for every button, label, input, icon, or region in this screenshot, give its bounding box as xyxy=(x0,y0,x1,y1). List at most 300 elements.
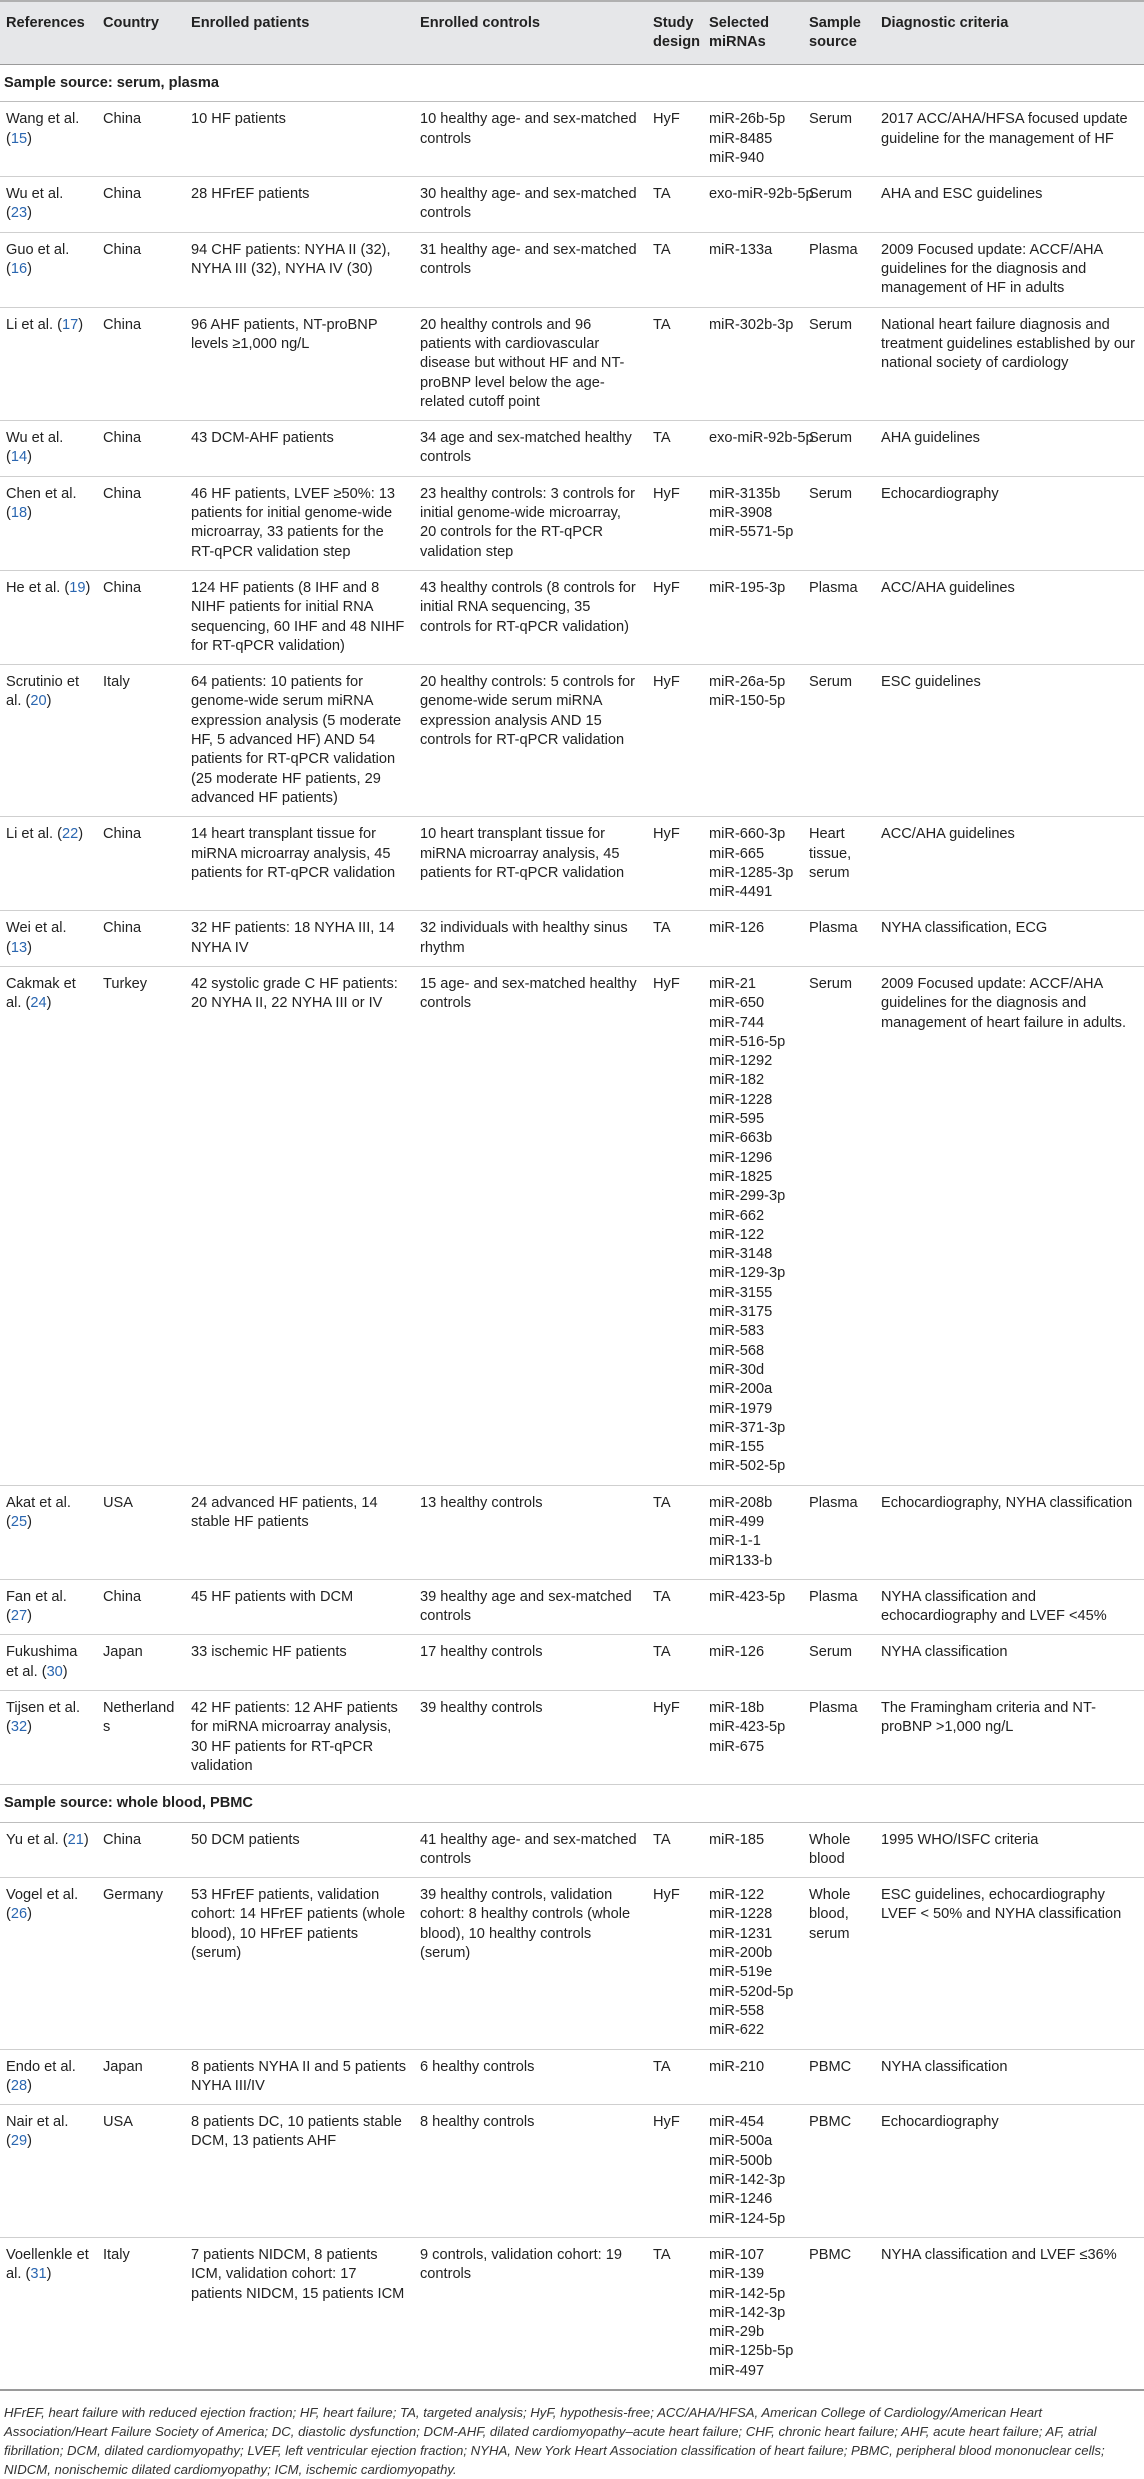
cell-reference: Scrutinio et al. (20) xyxy=(0,665,97,817)
mirna-item: miR-500a xyxy=(709,2133,773,2150)
cell-reference: Tijsen et al. (32) xyxy=(0,1691,97,1785)
cell-enrolled-controls: 17 healthy controls xyxy=(414,1635,647,1691)
cell-reference: Li et al. (17) xyxy=(0,307,97,420)
cell-study-design: TA xyxy=(647,1485,703,1579)
mirna-item: miR133-b xyxy=(709,1552,773,1569)
reference-link[interactable]: 14 xyxy=(10,449,28,466)
cell-enrolled-controls: 39 healthy controls xyxy=(414,1691,647,1785)
mirna-item: miR-125b-5p xyxy=(709,2343,794,2360)
cell-diagnostic-criteria: NYHA classification xyxy=(875,1635,1144,1691)
table-row xyxy=(0,966,1144,1485)
cell-study-design: TA xyxy=(647,2049,703,2105)
section-title: Sample source: whole blood, PBMC xyxy=(0,1785,1144,1822)
mirna-item: miR-595 xyxy=(709,1111,765,1128)
cell-sample-source: PBMC xyxy=(803,2237,875,2390)
reference-name: Wang et al. xyxy=(6,111,80,128)
reference-name: Nair et al. xyxy=(6,2114,69,2131)
table-row xyxy=(0,1579,1144,1635)
mirna-item: miR-26b-5p xyxy=(709,111,786,128)
cell-sample-source: Serum xyxy=(803,102,875,177)
cell-country: China xyxy=(97,476,185,570)
cell-enrolled-controls: 8 healthy controls xyxy=(414,2105,647,2238)
cell-reference: He et al. (19) xyxy=(0,570,97,664)
cell-diagnostic-criteria: ESC guidelines, echocardiography LVEF < 50% and NYHA classification xyxy=(875,1878,1144,2049)
table-row xyxy=(0,1635,1144,1691)
table-row xyxy=(0,570,1144,664)
table-row xyxy=(0,307,1144,420)
table-row xyxy=(0,1485,1144,1579)
cell-enrolled-controls: 20 healthy controls and 96 patients with cardiovascular disease but without HF and NT-proBNP level below the age-related cutoff point xyxy=(414,307,647,420)
mirna-item: miR-423-5p xyxy=(709,1588,786,1605)
cell-reference: Wang et al. (15) xyxy=(0,102,97,177)
cell-sample-source: PBMC xyxy=(803,2049,875,2105)
table-row xyxy=(0,476,1144,570)
cell-sample-source: Plasma xyxy=(803,232,875,307)
cell-diagnostic-criteria: NYHA classification and LVEF ≤36% xyxy=(875,2237,1144,2390)
cell-study-design: TA xyxy=(647,1579,703,1635)
reference-link[interactable]: 32 xyxy=(10,1719,28,1736)
reference-name: Cakmak et al. xyxy=(6,975,76,1012)
cell-diagnostic-criteria: NYHA classification xyxy=(875,2049,1144,2105)
cell-enrolled-patients: 124 HF patients (8 IHF and 8 NIHF patients for initial RNA sequencing, 60 IHF and 48 NIHF for RT-qPCR validation) xyxy=(185,570,414,664)
cell-diagnostic-criteria: Echocardiography xyxy=(875,476,1144,570)
cell-enrolled-patients: 8 patients NYHA II and 5 patients NYHA III/IV xyxy=(185,2049,414,2105)
mirna-item: miR-3155 xyxy=(709,1284,773,1301)
mirna-item: miR-583 xyxy=(709,1323,765,1340)
cell-reference: Chen et al. (18) xyxy=(0,476,97,570)
header-sample-source: Sample source xyxy=(803,1,875,65)
cell-selected-mirnas xyxy=(703,421,814,477)
cell-selected-mirnas xyxy=(703,817,803,911)
reference-link[interactable]: 21 xyxy=(67,1831,84,1848)
cell-enrolled-patients: 64 patients: 10 patients for genome-wide serum miRNA expression analysis (5 moderate HF, 5 advanced HF) AND 54 patients for RT-qPCR validation (25 moderate HF patients, 29 advanced HF patients) xyxy=(185,665,414,817)
cell-study-design: TA xyxy=(647,911,703,967)
mirna-item: miR-122 xyxy=(709,1887,765,1904)
mirna-item: miR-660-3p xyxy=(709,826,786,843)
reference-name: Fukushima et al. xyxy=(6,1644,78,1680)
mirna-item: miR-1228 xyxy=(709,1906,773,1923)
cell-country: China xyxy=(97,232,185,307)
mirna-item: miR-30d xyxy=(709,1361,765,1378)
cell-enrolled-patients: 10 HF patients xyxy=(185,102,414,177)
mirna-item: miR-1292 xyxy=(709,1053,773,1070)
cell-diagnostic-criteria: 1995 WHO/ISFC criteria xyxy=(875,1822,1144,1878)
mirna-item: miR-126 xyxy=(709,920,765,937)
cell-selected-mirnas xyxy=(703,1579,803,1635)
cell-enrolled-patients: 96 AHF patients, NT-proBNP levels ≥1,000 ng/L xyxy=(185,307,414,420)
header-study-design: Study design xyxy=(647,1,703,65)
cell-sample-source: PBMC xyxy=(803,2105,875,2238)
reference-link[interactable]: 22 xyxy=(61,826,79,843)
mirna-item: miR-139 xyxy=(709,2266,765,2283)
reference-name: Wu et al. xyxy=(6,186,64,203)
cell-country: Germany xyxy=(97,1878,185,2049)
reference-link[interactable]: 18 xyxy=(10,505,28,522)
mirna-item: miR-744 xyxy=(709,1014,765,1031)
reference-name: Vogel et al. xyxy=(6,1887,79,1904)
header-diagnostic-criteria: Diagnostic criteria xyxy=(875,1,1144,65)
mirna-item: miR-185 xyxy=(709,1831,765,1848)
mirna-item: miR-519e xyxy=(709,1964,773,1981)
cell-enrolled-controls: 23 healthy controls: 3 controls for initial genome-wide microarray, 20 controls for the RT-qPCR validation step xyxy=(414,476,647,570)
cell-sample-source: Serum xyxy=(803,1635,875,1691)
cell-sample-source: Whole blood xyxy=(803,1822,875,1878)
reference-name: Scrutinio et al. xyxy=(6,674,80,710)
cell-selected-mirnas xyxy=(703,2237,803,2390)
cell-diagnostic-criteria: National heart failure diagnosis and treatment guidelines established by our national society of cardiology xyxy=(875,307,1144,420)
mirna-item: miR-665 xyxy=(709,845,765,862)
cell-selected-mirnas xyxy=(703,232,803,307)
mirna-item: miR-142-5p xyxy=(709,2285,786,2302)
cell-sample-source: Serum xyxy=(803,966,875,1485)
mirna-item: miR-650 xyxy=(709,995,765,1012)
mirna-item: miR-516-5p xyxy=(709,1033,786,1050)
cell-selected-mirnas xyxy=(703,1691,803,1785)
table-header xyxy=(0,1,1144,65)
cell-enrolled-patients: 50 DCM patients xyxy=(185,1822,414,1878)
reference-link[interactable]: 28 xyxy=(10,2077,28,2094)
mirna-item: miR-1285-3p xyxy=(709,864,794,881)
table-row xyxy=(0,911,1144,967)
cell-reference: Cakmak et al. (24) xyxy=(0,966,97,1485)
cell-diagnostic-criteria: AHA and ESC guidelines xyxy=(875,177,1144,233)
mirna-item: miR-3908 xyxy=(709,505,773,522)
reference-link[interactable]: 29 xyxy=(10,2133,28,2150)
mirna-item: miR-1231 xyxy=(709,1925,773,1942)
mirna-item: miR-122 xyxy=(709,1226,765,1243)
cell-country: Japan xyxy=(97,2049,185,2105)
reference-name: Akat et al. xyxy=(6,1494,71,1511)
cell-enrolled-controls: 34 age and sex-matched healthy controls xyxy=(414,421,647,477)
reference-name: Fan et al. xyxy=(6,1588,67,1605)
cell-reference: Voellenkle et al. (31) xyxy=(0,2237,97,2390)
cell-country: China xyxy=(97,911,185,967)
cell-enrolled-patients: 53 HFrEF patients, validation cohort: 14 HFrEF patients (whole blood), 10 HFrEF patients (serum) xyxy=(185,1878,414,2049)
cell-diagnostic-criteria: NYHA classification, ECG xyxy=(875,911,1144,967)
cell-country: China xyxy=(97,1822,185,1878)
cell-reference: Fukushima et al. (30) xyxy=(0,1635,97,1691)
header-references: References xyxy=(0,1,97,65)
reference-link[interactable]: 20 xyxy=(30,693,47,710)
cell-selected-mirnas xyxy=(703,307,803,420)
mirna-item: miR-18b xyxy=(709,1700,765,1717)
cell-enrolled-controls: 20 healthy controls: 5 controls for genome-wide serum miRNA expression analysis AND 15 controls for RT-qPCR validation xyxy=(414,665,647,817)
cell-selected-mirnas xyxy=(703,476,803,570)
cell-enrolled-controls: 10 healthy age- and sex-matched controls xyxy=(414,102,647,177)
cell-enrolled-controls: 39 healthy age and sex-matched controls xyxy=(414,1579,647,1635)
table-footnote: HFrEF, heart failure with reduced ejection fraction; HF, heart failure; TA, targeted analysis; HyF, hypothesis-free; ACC/AHA/HFSA, American College of Cardiology/American Heart Association/Heart Failure Society of America; DC, diastolic dysfunction; DCM-AHF, dilated cardiomyopathy–acute heart failure; CHF, chronic heart failure; AHF, acute heart failure; AF, atrial fibrillation; DCM, dilated cardiomyopathy; LVEF, left ventricular ejection fraction; NYHA, New York Heart Association classification of heart failure; PBMC, peripheral blood mononuclear cells; NIDCM, nonischemic dilated cardiomyopathy; ICM, ischemic cardiomyopathy. xyxy=(4,2404,1105,2477)
cell-reference: Endo et al. (28) xyxy=(0,2049,97,2105)
table-row xyxy=(0,2049,1144,2105)
reference-name: Chen et al. xyxy=(6,485,77,502)
cell-selected-mirnas xyxy=(703,2105,803,2238)
mirna-item: miR-675 xyxy=(709,1738,765,1755)
reference-name: Endo et al. xyxy=(6,2058,76,2075)
mirna-item: miR-26a-5p xyxy=(709,674,786,691)
cell-selected-mirnas xyxy=(703,2049,803,2105)
cell-sample-source: Heart tissue, serum xyxy=(803,817,875,911)
mirna-item: miR-662 xyxy=(709,1207,765,1224)
cell-enrolled-patients: 94 CHF patients: NYHA II (32), NYHA III (32), NYHA IV (30) xyxy=(185,232,414,307)
cell-reference: Guo et al. (16) xyxy=(0,232,97,307)
cell-reference: Fan et al. (27) xyxy=(0,1579,97,1635)
mirna-item: miR-124-5p xyxy=(709,2210,786,2227)
cell-sample-source: Plasma xyxy=(803,570,875,664)
table-body xyxy=(0,65,1144,2390)
section-row xyxy=(0,65,1144,102)
mirna-item: miR-5571-5p xyxy=(709,524,794,541)
mirna-item: miR-371-3p xyxy=(709,1419,786,1436)
reference-name: Yu et al. xyxy=(6,1831,59,1848)
mirna-item: miR-3148 xyxy=(709,1246,773,1263)
reference-link[interactable]: 27 xyxy=(10,1608,28,1625)
reference-link[interactable]: 30 xyxy=(46,1663,63,1680)
mirna-item: miR-1296 xyxy=(709,1149,773,1166)
cell-selected-mirnas xyxy=(703,1878,803,2049)
cell-enrolled-controls: 13 healthy controls xyxy=(414,1485,647,1579)
table-row xyxy=(0,102,1144,177)
mirna-item: miR-1-1 xyxy=(709,1533,761,1550)
reference-link[interactable]: 19 xyxy=(69,579,86,596)
cell-study-design: TA xyxy=(647,2237,703,2390)
mirna-item: miR-142-3p xyxy=(709,2172,786,2189)
reference-name: Wu et al. xyxy=(6,430,64,447)
cell-study-design: TA xyxy=(647,307,703,420)
cell-study-design: HyF xyxy=(647,102,703,177)
mirna-item: miR-126 xyxy=(709,1644,765,1661)
cell-study-design: HyF xyxy=(647,966,703,1485)
cell-enrolled-patients: 43 DCM-AHF patients xyxy=(185,421,414,477)
cell-country: USA xyxy=(97,2105,185,2238)
mirna-item: miR-200a xyxy=(709,1381,773,1398)
reference-link[interactable]: 16 xyxy=(10,261,28,278)
cell-study-design: HyF xyxy=(647,2105,703,2238)
reference-name: Tijsen et al. xyxy=(6,1700,81,1717)
mirna-item: miR-129-3p xyxy=(709,1265,786,1282)
cell-enrolled-controls: 32 individuals with healthy sinus rhythm xyxy=(414,911,647,967)
reference-link[interactable]: 25 xyxy=(10,1514,28,1530)
mirna-item: miR-500b xyxy=(709,2152,773,2169)
mirna-item: miR-195-3p xyxy=(709,579,786,596)
mirna-item: miR-299-3p xyxy=(709,1188,786,1205)
cell-enrolled-patients: 46 HF patients, LVEF ≥50%: 13 patients for initial genome-wide microarray, 33 patients for the RT-qPCR validation step xyxy=(185,476,414,570)
mirna-item: miR-133a xyxy=(709,241,773,258)
mirna-item: miR-182 xyxy=(709,1072,765,1089)
table-row xyxy=(0,817,1144,911)
cell-study-design: HyF xyxy=(647,1878,703,2049)
mirna-item: miR-1825 xyxy=(709,1168,773,1185)
cell-study-design: TA xyxy=(647,421,703,477)
mirna-item: miR-302b-3p xyxy=(709,316,794,333)
cell-country: Netherlands xyxy=(97,1691,185,1785)
cell-diagnostic-criteria: Echocardiography xyxy=(875,2105,1144,2238)
cell-enrolled-patients: 45 HF patients with DCM xyxy=(185,1579,414,1635)
table-row xyxy=(0,2237,1144,2390)
cell-diagnostic-criteria: AHA guidelines xyxy=(875,421,1144,477)
cell-reference: Akat et al. (25) xyxy=(0,1485,97,1579)
cell-sample-source: Whole blood, serum xyxy=(803,1878,875,2049)
cell-diagnostic-criteria: Echocardiography, NYHA classification xyxy=(875,1485,1144,1579)
section-row xyxy=(0,1785,1144,1822)
mirna-item: miR-520d-5p xyxy=(709,1983,794,2000)
reference-name: Li et al. xyxy=(6,826,54,843)
cell-selected-mirnas xyxy=(703,665,803,817)
cell-diagnostic-criteria: 2017 ACC/AHA/HFSA focused update guideline for the management of HF xyxy=(875,102,1144,177)
cell-selected-mirnas xyxy=(703,966,803,1485)
table-row xyxy=(0,2105,1144,2238)
mirna-item: miR-502-5p xyxy=(709,1458,786,1475)
table-row xyxy=(0,421,1144,477)
cell-enrolled-patients: 32 HF patients: 18 NYHA III, 14 NYHA IV xyxy=(185,911,414,967)
cell-enrolled-controls: 43 healthy controls (8 controls for initial RNA sequencing, 35 controls for RT-qPCR validation) xyxy=(414,570,647,664)
mirna-item: miR-1979 xyxy=(709,1400,773,1417)
cell-reference: Wu et al. (23) xyxy=(0,177,97,233)
cell-enrolled-controls: 41 healthy age- and sex-matched controls xyxy=(414,1822,647,1878)
table-row xyxy=(0,665,1144,817)
cell-study-design: TA xyxy=(647,1822,703,1878)
mirna-item: miR-155 xyxy=(709,1439,765,1456)
reference-link[interactable]: 13 xyxy=(10,939,28,956)
mirna-item: miR-499 xyxy=(709,1514,765,1530)
cell-enrolled-controls: 15 age- and sex-matched healthy controls xyxy=(414,966,647,1485)
cell-sample-source: Plasma xyxy=(803,1579,875,1635)
reference-name: Wei et al. xyxy=(6,920,67,937)
cell-enrolled-patients: 14 heart transplant tissue for miRNA microarray analysis, 45 patients for RT-qPCR validation xyxy=(185,817,414,911)
cell-reference: Li et al. (22) xyxy=(0,817,97,911)
reference-link[interactable]: 15 xyxy=(10,130,28,147)
reference-name: Guo et al. xyxy=(6,241,70,258)
cell-country: Turkey xyxy=(97,966,185,1485)
cell-country: USA xyxy=(97,1485,185,1579)
cell-selected-mirnas xyxy=(703,1485,803,1579)
reference-link[interactable]: 24 xyxy=(30,995,47,1012)
mirna-item: miR-4491 xyxy=(709,884,773,901)
mirna-item: exo-miR-92b-5p xyxy=(709,430,814,447)
reference-link[interactable]: 17 xyxy=(61,316,79,333)
cell-country: China xyxy=(97,570,185,664)
cell-enrolled-patients: 8 patients DC, 10 patients stable DCM, 13 patients AHF xyxy=(185,2105,414,2238)
mirna-item: miR-1246 xyxy=(709,2191,773,2208)
reference-link[interactable]: 23 xyxy=(10,205,28,222)
header-enrolled-patients: Enrolled patients xyxy=(185,1,414,65)
cell-selected-mirnas xyxy=(703,177,814,233)
cell-reference: Wu et al. (14) xyxy=(0,421,97,477)
mirna-item: miR-21 xyxy=(709,975,757,992)
cell-enrolled-controls: 9 controls, validation cohort: 19 controls xyxy=(414,2237,647,2390)
cell-enrolled-controls: 6 healthy controls xyxy=(414,2049,647,2105)
mirna-item: miR-208b xyxy=(709,1494,773,1511)
cell-study-design: TA xyxy=(647,177,703,233)
cell-country: Italy xyxy=(97,2237,185,2390)
mirna-item: miR-454 xyxy=(709,2114,765,2131)
table-row xyxy=(0,1878,1144,2049)
cell-study-design: HyF xyxy=(647,476,703,570)
mirna-item: exo-miR-92b-5p xyxy=(709,186,814,203)
mirna-item: miR-3175 xyxy=(709,1304,773,1321)
cell-country: China xyxy=(97,177,185,233)
mirna-item: miR-8485 xyxy=(709,130,773,147)
cell-sample-source: Plasma xyxy=(803,1485,875,1579)
cell-study-design: HyF xyxy=(647,665,703,817)
cell-diagnostic-criteria: 2009 Focused update: ACCF/AHA guidelines for the diagnosis and management of heart failure in adults. xyxy=(875,966,1144,1485)
cell-enrolled-patients: 28 HFrEF patients xyxy=(185,177,414,233)
mirna-item: miR-558 xyxy=(709,2002,765,2019)
mirna-item: miR-1228 xyxy=(709,1091,773,1108)
mirna-item: miR-568 xyxy=(709,1342,765,1359)
cell-reference: Vogel et al. (26) xyxy=(0,1878,97,2049)
mirna-item: miR-29b xyxy=(709,2324,765,2341)
cell-selected-mirnas xyxy=(703,570,803,664)
cell-diagnostic-criteria: ACC/AHA guidelines xyxy=(875,570,1144,664)
reference-name: Li et al. xyxy=(6,316,54,333)
mirna-item: miR-663b xyxy=(709,1130,773,1147)
cell-country: Japan xyxy=(97,1635,185,1691)
mirna-item: miR-142-3p xyxy=(709,2304,786,2321)
mirna-item: miR-622 xyxy=(709,2022,765,2039)
cell-enrolled-patients: 33 ischemic HF patients xyxy=(185,1635,414,1691)
cell-enrolled-patients: 7 patients NIDCM, 8 patients ICM, validation cohort: 17 patients NIDCM, 15 patients ICM xyxy=(185,2237,414,2390)
cell-diagnostic-criteria: 2009 Focused update: ACCF/AHA guidelines for the diagnosis and management of HF in adults xyxy=(875,232,1144,307)
cell-enrolled-controls: 39 healthy controls, validation cohort: 8 healthy controls (whole blood), 10 healthy controls (serum) xyxy=(414,1878,647,2049)
cell-study-design: TA xyxy=(647,232,703,307)
cell-reference: Nair et al. (29) xyxy=(0,2105,97,2238)
cell-study-design: HyF xyxy=(647,570,703,664)
cell-country: China xyxy=(97,307,185,420)
mirna-item: miR-210 xyxy=(709,2058,765,2075)
header-row xyxy=(0,1,1144,65)
cell-enrolled-patients: 42 HF patients: 12 AHF patients for miRNA microarray analysis, 30 HF patients for RT-qPCR validation xyxy=(185,1691,414,1785)
reference-name: He et al. xyxy=(6,579,61,596)
cell-enrolled-controls: 30 healthy age- and sex-matched controls xyxy=(414,177,647,233)
cell-diagnostic-criteria: NYHA classification and echocardiography and LVEF <45% xyxy=(875,1579,1144,1635)
cell-country: China xyxy=(97,421,185,477)
reference-link[interactable]: 26 xyxy=(10,1906,28,1923)
cell-sample-source: Plasma xyxy=(803,1691,875,1785)
cell-sample-source: Serum xyxy=(803,476,875,570)
reference-link[interactable]: 31 xyxy=(30,2266,47,2283)
section-title: Sample source: serum, plasma xyxy=(0,65,1144,102)
cell-sample-source: Plasma xyxy=(803,911,875,967)
cell-reference: Yu et al. (21) xyxy=(0,1822,97,1878)
header-selected-mirnas: Selected miRNAs xyxy=(703,1,803,65)
cell-selected-mirnas xyxy=(703,1635,803,1691)
cell-country: China xyxy=(97,817,185,911)
cell-diagnostic-criteria: ACC/AHA guidelines xyxy=(875,817,1144,911)
header-enrolled-controls: Enrolled controls xyxy=(414,1,647,65)
mirna-item: miR-150-5p xyxy=(709,693,786,710)
cell-study-design: HyF xyxy=(647,817,703,911)
cell-country: China xyxy=(97,102,185,177)
mirna-item: miR-423-5p xyxy=(709,1719,786,1736)
table-row xyxy=(0,1822,1144,1878)
mirna-item: miR-107 xyxy=(709,2246,765,2263)
mirna-item: miR-200b xyxy=(709,1945,773,1962)
cell-selected-mirnas xyxy=(703,102,803,177)
cell-sample-source: Serum xyxy=(803,421,875,477)
cell-study-design: HyF xyxy=(647,1691,703,1785)
reference-name: Voellenkle et al. xyxy=(6,2246,89,2283)
header-country: Country xyxy=(97,1,185,65)
table-row xyxy=(0,1691,1144,1785)
mirna-item: miR-940 xyxy=(709,149,765,166)
cell-enrolled-controls: 10 heart transplant tissue for miRNA microarray analysis, 45 patients for RT-qPCR validation xyxy=(414,817,647,911)
cell-sample-source: Serum xyxy=(803,307,875,420)
cell-country: China xyxy=(97,1579,185,1635)
cell-selected-mirnas xyxy=(703,1822,803,1878)
cell-diagnostic-criteria: The Framingham criteria and NT-proBNP >1,000 ng/L xyxy=(875,1691,1144,1785)
cell-sample-source: Serum xyxy=(803,177,875,233)
table-row xyxy=(0,177,1144,233)
